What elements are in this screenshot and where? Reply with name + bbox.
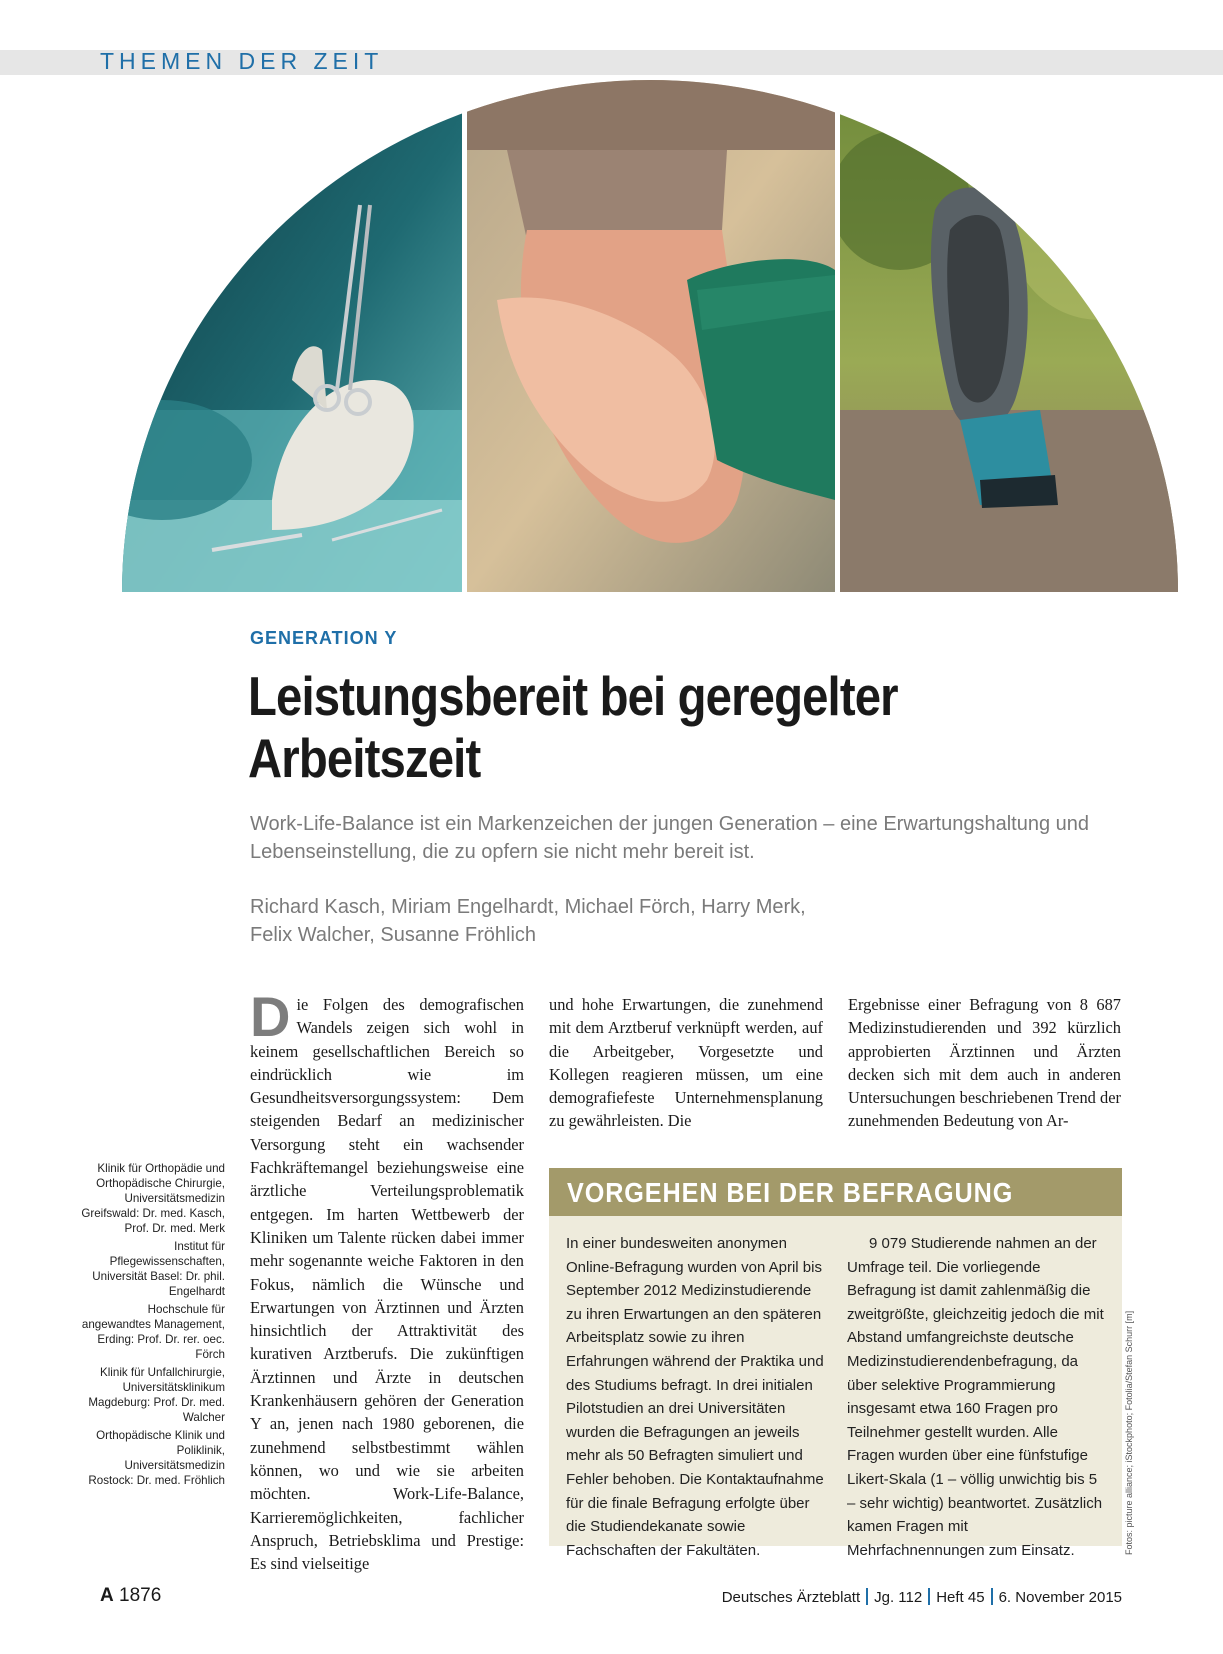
body-column-1: [250, 985, 524, 1575]
page-number: [100, 1585, 161, 1607]
affiliations-sidebar: [80, 1161, 225, 1491]
page-number-value: 1876: [119, 1585, 162, 1606]
method-box-column-1: In einer bundesweiten anonymen Online-Befragung wurden von April bis September 2012 Medizinstudierende zu ihren Erwartungen an den späteren Arbeitsplatz sowie zu ihren Erfahrungen während der Praktika und des Studiums befragt. In drei initialen Pilotstudien an drei Universitäten wurden die Befragungen an jeweils mehr als 50 Befragten simuliert und Fehler behoben. Die Kontaktaufnahme für die finale Befragung erfolgte über die Studiendekanate sowie Fachschaften der Fakultäten.: [566, 1235, 824, 1559]
running-shoe-photo: [840, 80, 1178, 592]
article-lede: Work-Life-Balance ist ein Markenzeichen der jungen Generation – eine Erwartungshaltung und Lebenseinstellung, die zu opfern sie nicht mehr bereit ist.: [250, 813, 1090, 863]
article-kicker: GENERATION Y: [250, 628, 398, 648]
authors-line-1: Richard Kasch, Miriam Engelhardt, Michael Förch, Harry Merk,: [250, 896, 806, 918]
dropcap: D: [250, 985, 291, 1048]
method-box-column-2-text: 9 079 Studierende nahmen an der Umfrage teil. Die vorliegende Befragung ist damit zahlenmäßig die zweitgrößte, gleichzeitig jedoch die mit Abstand umfangreichste deutsche Medizinstudierendenbefragung, da über selektive Programmierung insgesamt etwa 160 Fragen pro Teilnehmer gestellt wurden. Alle Fragen wurden über eine fünfstufige Likert-Skala (1 – völlig unwichtig bis 5 – sehr wichtig) beantwortet. Zusätzlich kamen Fragen mit Mehrfachnennungen zum Einsatz.: [847, 1235, 1104, 1559]
article-authors: [250, 893, 950, 949]
affiliation: Hochschule für angewandtes Management, Erding: Prof. Dr. rer. oec. Förch: [81, 1303, 225, 1361]
affiliation: Orthopädische Klinik und Poliklinik, Universitätsmedizin Rostock: Dr. med. Fröhlich: [88, 1429, 225, 1487]
footer-divider: [866, 1588, 868, 1605]
method-box-column-2: [847, 1232, 1109, 1562]
hero-image: [122, 80, 1178, 592]
holding-hands-photo: [467, 80, 835, 592]
journal-name: Deutsches Ärzteblatt: [721, 1589, 861, 1606]
journal-issue: Heft 45: [936, 1589, 985, 1606]
photo-credit: Fotos: picture alliance; iStockphoto; Fotolia/Stefan Schurr [m]: [1124, 1310, 1134, 1555]
authors-line-2: Felix Walcher, Susanne Fröhlich: [250, 924, 537, 946]
journal-volume: Jg. 112: [874, 1589, 923, 1606]
section-title: THEMEN DER ZEIT: [100, 48, 384, 74]
body-column-2: und hohe Erwartungen, die zunehmend mit dem Arztberuf verknüpft werden, auf die Arbeitgeber, Vorgesetzte und Kollegen reagieren müssen, um eine demografiefeste Unternehmensplanung zu gewährleisten. Die: [549, 995, 823, 1131]
body-column-1-text: ie Folgen des demografischen Wandels zeigen sich wohl in keinem gesellschaftlichen Bereich so eindrücklich wie im Gesundheitsversorgungssystem: Dem steigenden Bedarf an medizinischer Versorgung steht ein wachsender Fachkräftemangel beziehungsweise eine ärztliche Verteilungsproblematik entgegen. Im harten Wettbewerb der Kliniken um Talente rücken dabei immer mehr sogenannte weiche Faktoren in den Fokus, nämlich die Wünsche und Erwartungen von Ärztinnen und Ärzten hinsichtlich der Attraktivität des kurativen Arztberufs. Die zukünftigen Ärztinnen und Ärzte in deutschen Krankenhäusern gehören der Generation Y an, jenen nach 1980 geborenen, die zunehmend selbstbestimmt wählen können, wo und wie sie arbeiten möchten. Work-Life-Balance, Karrieremöglichkeiten, fachlicher Anspruch, Betriebsklima und Prestige: Es sind vielseitige: [250, 995, 524, 1574]
method-box-title: VORGEHEN BEI DER BEFRAGUNG: [567, 1177, 1014, 1208]
headline-line-2: Arbeitszeit: [248, 727, 481, 789]
footer-divider: [991, 1588, 993, 1605]
footer-journal-info: [722, 1588, 1122, 1606]
method-box-header: [549, 1168, 1122, 1216]
article-headline: [248, 665, 936, 789]
headline-line-1: Leistungsbereit bei geregelter: [248, 665, 898, 727]
body-column-3: Ergebnisse einer Befragung von 8 687 Medizinstudierenden und 392 kürzlich approbierten Ärztinnen und Ärzten decken sich mit dem auch in anderen Untersuchungen beschriebenen Trend der zunehmenden Bedeutung von Ar-: [848, 995, 1121, 1131]
page-prefix: A: [100, 1585, 114, 1606]
footer-divider: [928, 1588, 930, 1605]
journal-date: 6. November 2015: [998, 1589, 1122, 1606]
method-box: [549, 1168, 1122, 1559]
surgical-instrument-photo: [122, 80, 462, 592]
affiliation: Klinik für Unfallchirurgie, Universitätsklinikum Magdeburg: Prof. Dr. med. Walcher: [88, 1366, 225, 1424]
affiliation: Klinik für Orthopädie und Orthopädische Chirurgie, Universitätsmedizin Greifswald: Dr. med. Kasch, Prof. Dr. med. Merk: [81, 1162, 225, 1235]
affiliation: Institut für Pflegewissenschaften, Universität Basel: Dr. phil. Engelhardt: [92, 1240, 225, 1298]
